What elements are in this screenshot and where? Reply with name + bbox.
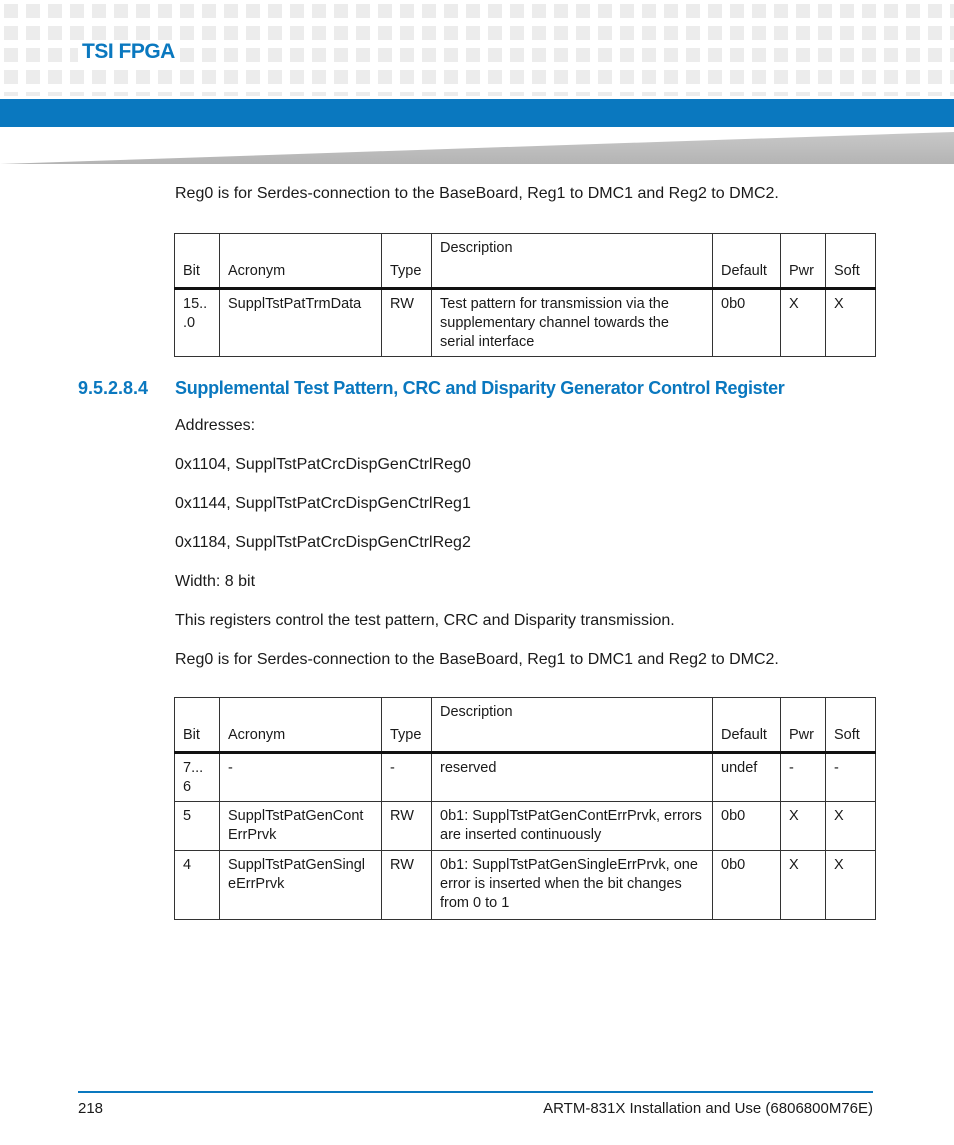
page-number: 218 (78, 1100, 104, 1117)
register-table-1 (174, 233, 876, 357)
cell-pwr: - (781, 753, 826, 802)
table-header-row (175, 698, 876, 753)
cell-acronym: SupplTstPatGenSingl eErrPrvk (220, 851, 382, 920)
col-soft: Soft (826, 234, 876, 289)
col-acronym: Acronym (220, 234, 382, 289)
intro-paragraph: Reg0 is for Serdes-connection to the BaseBoard, Reg1 to DMC1 and Reg2 to DMC2. (175, 185, 779, 202)
description-paragraph: This registers control the test pattern, CRC and Disparity transmission. (175, 612, 675, 629)
cell-bit: 5 (175, 802, 220, 851)
cell-soft: X (826, 851, 876, 920)
cell-bit: 15.. .0 (175, 289, 220, 357)
section-title: Supplemental Test Pattern, CRC and Disparity Generator Control Register (175, 378, 785, 398)
cell-type: RW (382, 851, 432, 920)
document-title: ARTM-831X Installation and Use (6806800M76E) (543, 1100, 873, 1117)
cell-bit: 4 (175, 851, 220, 920)
cell-acronym: SupplTstPatTrmData (220, 289, 382, 357)
chapter-title: TSI FPGA (78, 40, 179, 64)
col-pwr: Pwr (781, 234, 826, 289)
col-pwr: Pwr (781, 698, 826, 753)
col-type: Type (382, 234, 432, 289)
table-row (175, 802, 876, 851)
header-bar (0, 99, 954, 127)
cell-pwr: X (781, 851, 826, 920)
col-bit: Bit (175, 698, 220, 753)
footer-rule (78, 1091, 873, 1093)
col-default: Default (713, 698, 781, 753)
col-bit: Bit (175, 234, 220, 289)
cell-acronym: SupplTstPatGenCont ErrPrvk (220, 802, 382, 851)
table-row (175, 289, 876, 357)
cell-type: RW (382, 289, 432, 357)
reg-note-paragraph: Reg0 is for Serdes-connection to the BaseBoard, Reg1 to DMC1 and Reg2 to DMC2. (175, 651, 779, 668)
col-description: Description (432, 698, 713, 753)
header-wedge (0, 132, 954, 164)
cell-default: 0b0 (713, 802, 781, 851)
cell-pwr: X (781, 802, 826, 851)
cell-type: - (382, 753, 432, 802)
cell-soft: X (826, 289, 876, 357)
cell-acronym: - (220, 753, 382, 802)
register-table-2 (174, 697, 876, 920)
address-reg1: 0x1144, SupplTstPatCrcDispGenCtrlReg1 (175, 495, 471, 512)
cell-default: 0b0 (713, 851, 781, 920)
width-text: Width: 8 bit (175, 573, 256, 590)
cell-bit: 7... 6 (175, 753, 220, 802)
cell-description: Test pattern for transmission via the supplementary channel towards the serial interface (432, 289, 713, 357)
cell-type: RW (382, 802, 432, 851)
cell-soft: - (826, 753, 876, 802)
table-row (175, 753, 876, 802)
col-default: Default (713, 234, 781, 289)
col-soft: Soft (826, 698, 876, 753)
cell-description: 0b1: SupplTstPatGenSingleErrPrvk, one error is inserted when the bit changes from 0 to 1 (432, 851, 713, 920)
cell-soft: X (826, 802, 876, 851)
table-row (175, 851, 876, 920)
cell-default: 0b0 (713, 289, 781, 357)
table-header-row (175, 234, 876, 289)
section-number: 9.5.2.8.4 (78, 378, 149, 398)
address-reg0: 0x1104, SupplTstPatCrcDispGenCtrlReg0 (175, 456, 471, 473)
cell-description: 0b1: SupplTstPatGenContErrPrvk, errors are inserted continuously (432, 802, 713, 851)
cell-pwr: X (781, 289, 826, 357)
address-reg2: 0x1184, SupplTstPatCrcDispGenCtrlReg2 (175, 534, 471, 551)
cell-description: reserved (432, 753, 713, 802)
col-type: Type (382, 698, 432, 753)
addresses-label: Addresses: (175, 417, 256, 434)
col-description: Description (432, 234, 713, 289)
cell-default: undef (713, 753, 781, 802)
col-acronym: Acronym (220, 698, 382, 753)
